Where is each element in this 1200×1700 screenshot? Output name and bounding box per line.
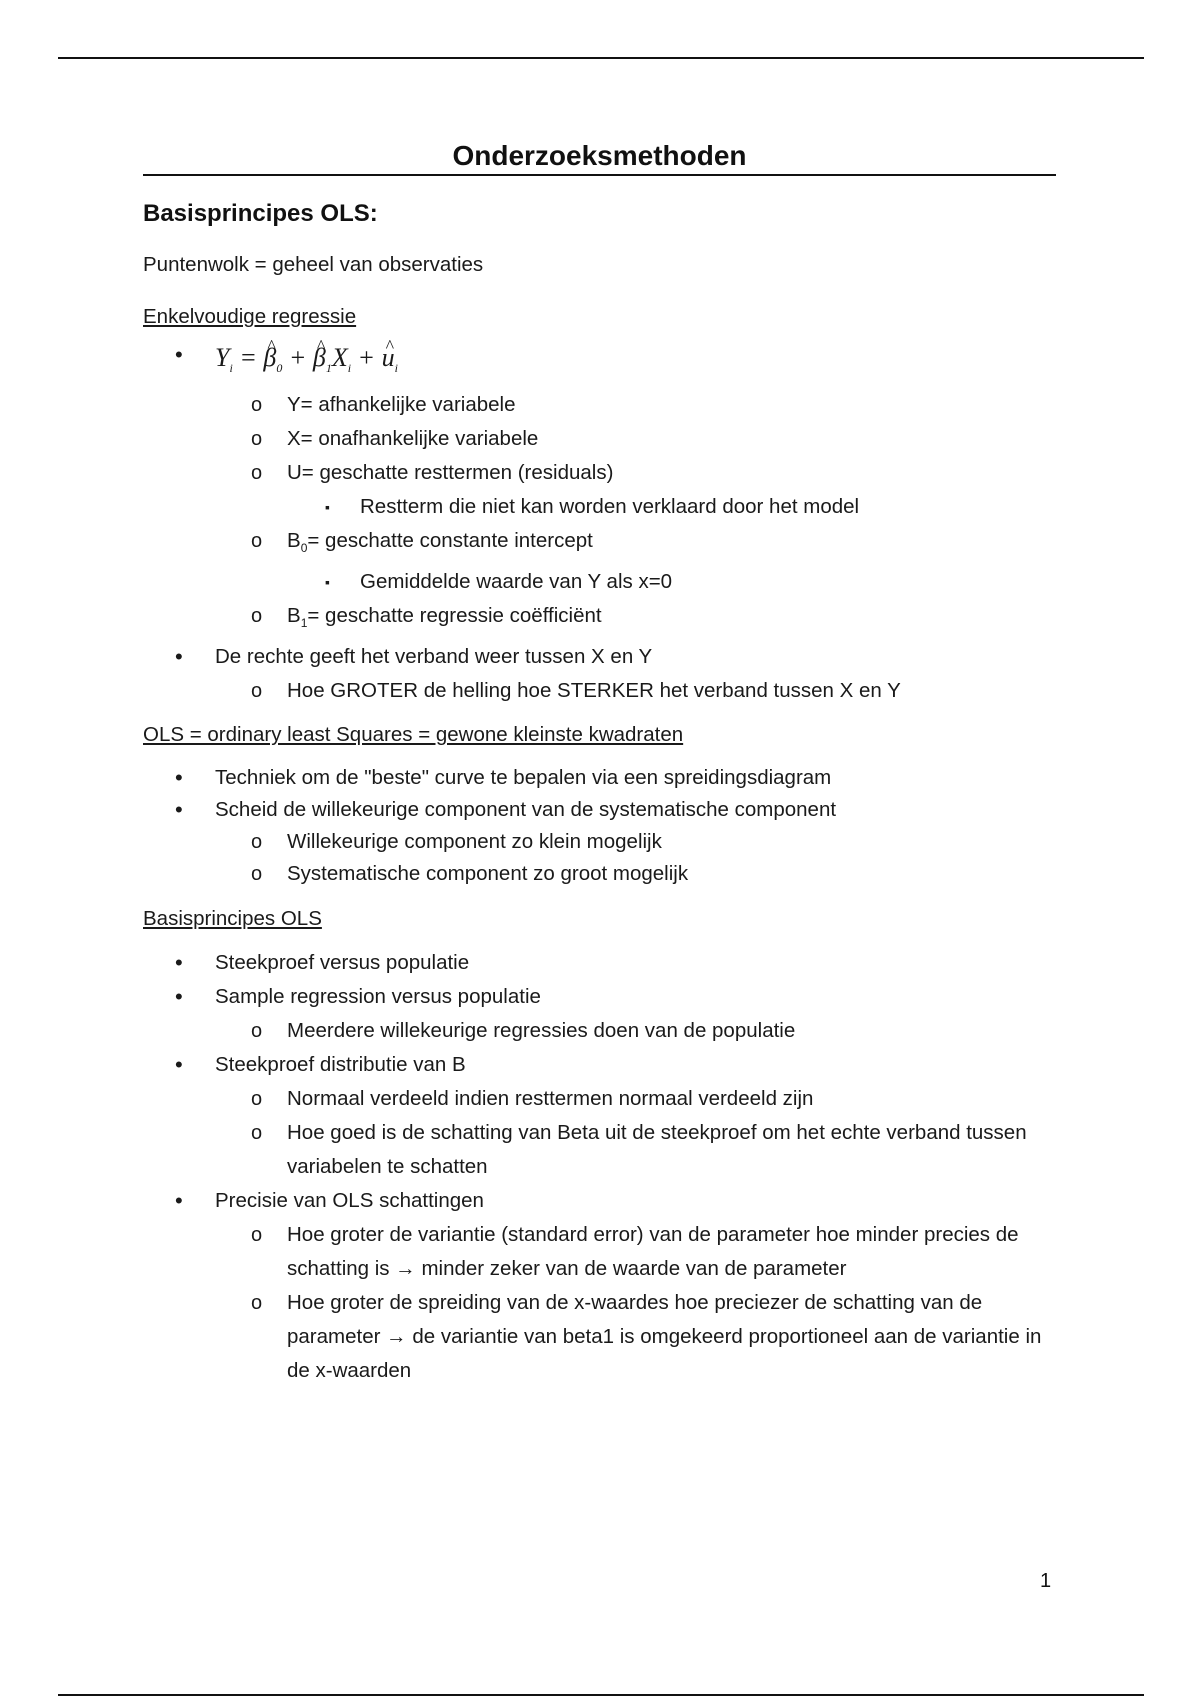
bullet-marker: • [175,644,183,670]
puntenwolk-definition: Puntenwolk = geheel van observaties [143,253,484,276]
document-body [143,140,1056,1388]
bullet-marker: • [175,1188,183,1214]
bullet-marker: • [175,342,183,367]
bullet-marker: • [175,1052,183,1078]
basisprincipes-list [143,946,1056,1388]
list-item: • Techniek om de "beste" curve te bepalen via een spreidingsdiagram [143,762,1056,794]
bullet-marker: • [175,797,183,823]
regression-list [143,338,1056,708]
list-item: o Hoe goed is de schatting van Beta uit de steekproef om het echte verband tussen variabelen te schatten [143,1116,1056,1184]
list-item [143,524,1056,565]
circle-marker: o [251,1292,263,1315]
list-item: o Systematische component zo groot mogelijk [143,858,1056,890]
circle-marker: o [251,394,263,417]
list-item: o Willekeurige component zo klein mogelijk [143,826,1056,858]
header-rule [58,57,1144,59]
list-item [143,599,1056,640]
document-title: Onderzoeksmethoden [143,140,1056,176]
section-title-ols: OLS = ordinary least Squares = gewone kleinste kwadraten [143,723,684,747]
list-item: o U= geschatte resttermen (residuals) [143,456,1056,490]
circle-marker: o [251,863,263,886]
list-item: • Steekproef distributie van B [143,1048,1056,1082]
list-item: ▪ Restterm die niet kan worden verklaard door het model [143,490,1056,524]
circle-marker: o [251,1088,263,1111]
circle-marker: o [251,680,263,703]
circle-marker: o [251,831,263,854]
b0-label: $B_0=$ geschatte constante intercept [287,529,593,556]
circle-marker: o [251,1122,263,1145]
b1-label: $B_1=$ geschatte regressie coëfficiënt [287,604,602,631]
list-item: • Steekproef versus populatie [143,946,1056,980]
list-item: ▪ Gemiddelde waarde van Y als x=0 [143,565,1056,599]
list-item: o Normaal verdeeld indien resttermen normaal verdeeld zijn [143,1082,1056,1116]
bullet-marker: • [175,984,183,1010]
list-item: o Hoe GROTER de helling hoe STERKER het verband tussen X en Y [143,674,1056,708]
list-item: o Hoe groter de spreiding van de x-waardes hoe preciezer de schatting van de parameter → de variantie van beta1 is omgekeerd proportioneel aan de variantie in de x-waarden [143,1286,1056,1388]
list-item: • De rechte geeft het verband weer tussen X en Y [143,640,1056,674]
circle-marker: o [251,605,263,628]
circle-marker: o [251,1020,263,1043]
list-item: o Hoe groter de variantie (standard error) van de parameter hoe minder precies de schatting is → minder zeker van de waarde van de parameter [143,1218,1056,1286]
list-item: o Meerdere willekeurige regressies doen van de populatie [143,1014,1056,1048]
list-item: • Sample regression versus populatie [143,980,1056,1014]
list-item: o X= onafhankelijke variabele [143,422,1056,456]
circle-marker: o [251,530,263,553]
circle-marker: o [251,1224,263,1247]
section-title-basisprincipes: Basisprincipes OLS [143,907,322,931]
list-item: • Scheid de willekeurige component van de systematische component [143,794,1056,826]
circle-marker: o [251,462,263,485]
square-marker: ▪ [325,499,330,516]
section-heading: Basisprincipes OLS: [143,200,378,227]
bullet-marker: • [175,950,183,976]
footer-rule [58,1694,1144,1696]
circle-marker: o [251,428,263,451]
list-item: • Precisie van OLS schattingen [143,1184,1056,1218]
page-number: 1 [1040,1570,1052,1592]
bullet-marker: • [175,765,183,791]
section-title-enkelvoudige-regressie: Enkelvoudige regressie [143,305,357,328]
ols-list [143,762,1056,890]
regression-formula: $Y_i$ = ^ $\beta_0$ + ^ $\beta_1X_i$ + ^ $u_i$ [215,343,398,372]
list-item: o Y= afhankelijke variabele [143,388,1056,422]
square-marker: ▪ [325,574,330,591]
list-item [143,338,1056,388]
